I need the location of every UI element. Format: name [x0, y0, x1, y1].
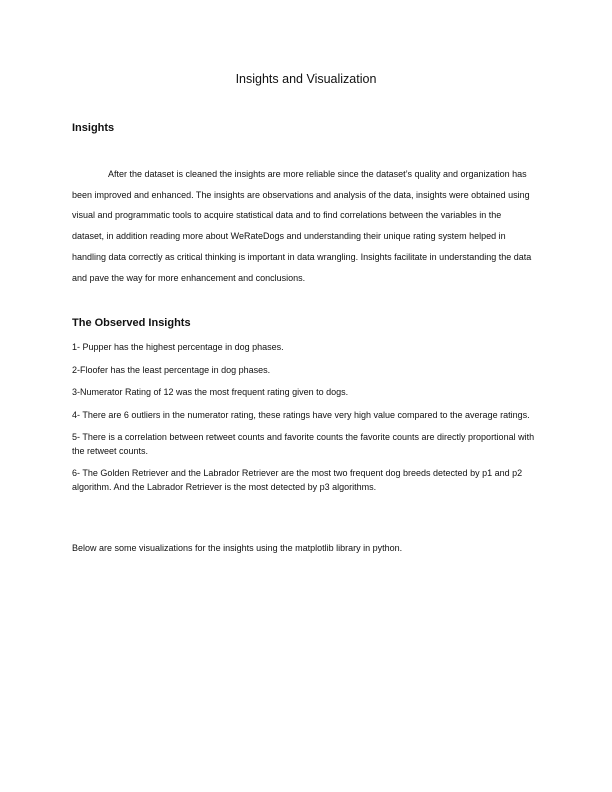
list-item: 6- The Golden Retriever and the Labrador Retriever are the most two frequent dog breeds detected by p1 and p2 algorithm. And the Labrador Retriever is the most detected by p3 algorithms.	[72, 468, 523, 492]
list-item: 4- There are 6 outliers in the numerator rating, these ratings have very high value compared to the average ratings.	[72, 409, 530, 420]
insights-paragraph: After the dataset is cleaned the insights are more reliable since the dataset’s quality and organization has been improved and enhanced. The insights are observations and analysis of the data, insights were obtained using visual and programmatic tools to acquire statistical data and to find correlations between the variables in the dataset, in addition reading more about WeRateDogs and understanding their unique rating system helped in handling data correctly as critical thinking is important in data wrangling. Insights facilitate in understanding the data and pave the way for more enhancement and conclusions.	[72, 169, 532, 283]
list-item: 5- There is a correlation between retweet counts and favorite counts the favorite counts are directly proportional with the retweet counts.	[72, 432, 535, 456]
document-title: Insights and Visualization	[235, 72, 377, 86]
closing-line: Below are some visualizations for the insights using the matplotlib library in python.	[72, 543, 403, 553]
insights-heading: Insights	[72, 122, 115, 134]
list-item: 2-Floofer has the least percentage in dog phases.	[72, 364, 271, 375]
list-item: 1- Pupper has the highest percentage in dog phases.	[72, 342, 284, 352]
list-item: 3-Numerator Rating of 12 was the most frequent rating given to dogs.	[72, 387, 349, 397]
observed-insights-list	[72, 341, 538, 503]
observed-insights-heading: The Observed Insights	[72, 317, 191, 329]
